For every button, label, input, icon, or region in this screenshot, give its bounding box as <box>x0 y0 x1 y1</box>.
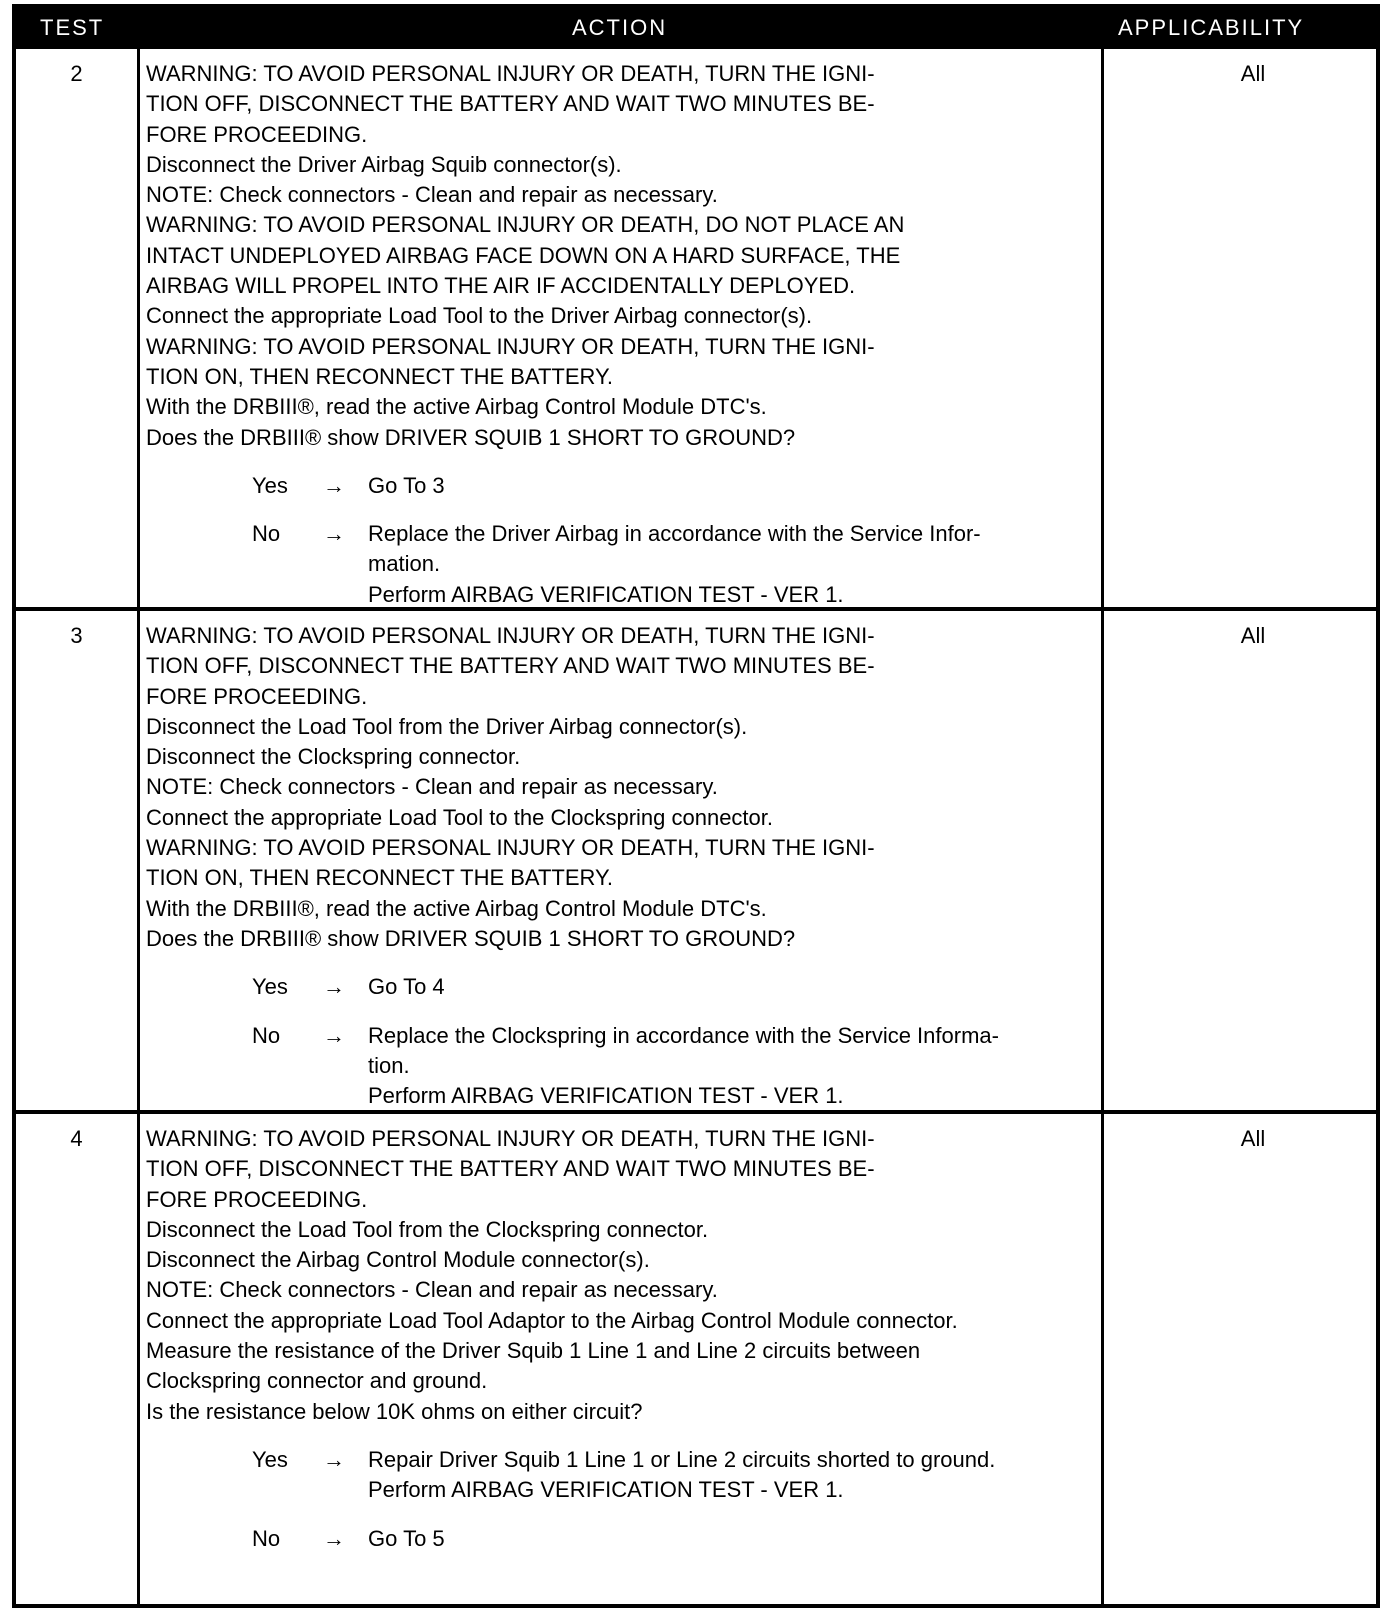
action-line: WARNING: TO AVOID PERSONAL INJURY OR DEATH, DO NOT PLACE AN <box>146 212 905 238</box>
action-line: TION ON, THEN RECONNECT THE BATTERY. <box>146 363 613 389</box>
action-text <box>146 621 1106 1111</box>
answer-result <box>368 972 1106 1002</box>
action-line: WARNING: TO AVOID PERSONAL INJURY OR DEATH, TURN THE IGNI- <box>146 1126 875 1151</box>
action-line: NOTE: Check connectors - Clean and repair as necessary. <box>146 1277 718 1303</box>
header-applicability: APPLICABILITY <box>1118 15 1305 40</box>
action-line: FORE PROCEEDING. <box>146 1186 368 1212</box>
action-line: AIRBAG WILL PROPEL INTO THE AIR IF ACCIDENTALLY DEPLOYED. <box>146 273 856 299</box>
arrow-right-icon: → <box>323 1446 345 1472</box>
action-line: Connect the appropriate Load Tool to the Clockspring connector. <box>146 804 773 830</box>
action-line: WARNING: TO AVOID PERSONAL INJURY OR DEATH, TURN THE IGNI- <box>146 623 875 648</box>
arrow-right-icon: → <box>323 1022 345 1048</box>
action-line: Disconnect the Load Tool from the Clockspring connector. <box>146 1216 709 1242</box>
answer-yes <box>146 471 1106 501</box>
action-line: WARNING: TO AVOID PERSONAL INJURY OR DEATH, TURN THE IGNI- <box>146 333 875 359</box>
action-line: TION OFF, DISCONNECT THE BATTERY AND WAIT TWO MINUTES BE- <box>146 91 875 117</box>
answer-result <box>368 471 1106 501</box>
applicability: All <box>1240 61 1266 86</box>
applicability: All <box>1240 1126 1266 1151</box>
answer-result <box>368 1524 1106 1554</box>
action-line: Is the resistance below 10K ohms on either circuit? <box>146 1398 643 1424</box>
result-line: Replace the Driver Airbag in accordance with the Service Infor- <box>368 521 981 547</box>
answer-yes <box>146 1445 1106 1506</box>
arrow-right-icon: → <box>323 974 345 1000</box>
table-header <box>16 8 1376 49</box>
result-line: Replace the Clockspring in accordance with the Service Informa- <box>368 1022 999 1048</box>
answer-no <box>146 519 1106 610</box>
action-line: With the DRBIII®, read the active Airbag Control Module DTC's. <box>146 394 767 420</box>
action-line: WARNING: TO AVOID PERSONAL INJURY OR DEATH, TURN THE IGNI- <box>146 61 875 86</box>
action-line: Connect the appropriate Load Tool to the Driver Airbag connector(s). <box>146 303 813 329</box>
action-line: Disconnect the Clockspring connector. <box>146 744 521 770</box>
action-line: Disconnect the Driver Airbag Squib connector(s). <box>146 151 622 177</box>
result-line: mation. <box>368 551 441 577</box>
result-line: Go To 4 <box>368 974 445 1000</box>
result-line: Perform AIRBAG VERIFICATION TEST - VER 1. <box>368 1083 844 1109</box>
action-line: Does the DRBIII® show DRIVER SQUIB 1 SHORT TO GROUND? <box>146 925 796 951</box>
action-line: FORE PROCEEDING. <box>146 121 368 147</box>
action-line: TION OFF, DISCONNECT THE BATTERY AND WAIT TWO MINUTES BE- <box>146 1156 875 1182</box>
answer-label: No <box>252 1525 281 1551</box>
action-line: TION OFF, DISCONNECT THE BATTERY AND WAIT TWO MINUTES BE- <box>146 653 875 679</box>
action-line: Measure the resistance of the Driver Squib 1 Line 1 and Line 2 circuits between <box>146 1338 921 1364</box>
row-separator <box>16 1110 1376 1114</box>
result-line: Repair Driver Squib 1 Line 1 or Line 2 circuits shorted to ground. <box>368 1446 996 1472</box>
answer-label: Yes <box>252 1446 288 1472</box>
answer-result <box>368 1021 1106 1112</box>
row-separator <box>16 607 1376 611</box>
action-line: NOTE: Check connectors - Clean and repair as necessary. <box>146 774 718 800</box>
answer-no <box>146 1021 1106 1112</box>
action-line: FORE PROCEEDING. <box>146 683 368 709</box>
action-line: NOTE: Check connectors - Clean and repair as necessary. <box>146 182 718 208</box>
answer-label: Yes <box>252 974 288 1000</box>
answer-result <box>368 519 1106 610</box>
arrow-right-icon: → <box>323 1525 345 1551</box>
result-line: Perform AIRBAG VERIFICATION TEST - VER 1. <box>368 581 844 607</box>
result-line: tion. <box>368 1052 410 1078</box>
answer-label: No <box>252 1022 281 1048</box>
arrow-right-icon: → <box>323 472 345 498</box>
action-line: WARNING: TO AVOID PERSONAL INJURY OR DEATH, TURN THE IGNI- <box>146 835 875 861</box>
answer-label: Yes <box>252 472 288 498</box>
action-line: TION ON, THEN RECONNECT THE BATTERY. <box>146 865 613 891</box>
result-line: Perform AIRBAG VERIFICATION TEST - VER 1. <box>368 1477 844 1503</box>
action-line: Does the DRBIII® show DRIVER SQUIB 1 SHORT TO GROUND? <box>146 424 796 450</box>
test-number: 4 <box>70 1126 83 1151</box>
answer-yes <box>146 972 1106 1002</box>
header-test: TEST <box>40 15 105 40</box>
applicability: All <box>1240 623 1266 648</box>
action-line: Clockspring connector and ground. <box>146 1368 488 1394</box>
action-line: Disconnect the Load Tool from the Driver Airbag connector(s). <box>146 713 748 739</box>
action-text <box>146 1124 1106 1554</box>
test-number: 3 <box>70 623 83 648</box>
action-line: Disconnect the Airbag Control Module connector(s). <box>146 1247 650 1273</box>
arrow-right-icon: → <box>323 521 345 547</box>
header-action: ACTION <box>572 15 668 40</box>
column-divider-left <box>137 49 140 1608</box>
answer-no <box>146 1524 1106 1554</box>
action-line: Connect the appropriate Load Tool Adaptor to the Airbag Control Module connector. <box>146 1307 958 1333</box>
test-number: 2 <box>70 61 83 86</box>
result-line: Go To 5 <box>368 1525 445 1551</box>
action-line: INTACT UNDEPLOYED AIRBAG FACE DOWN ON A HARD SURFACE, THE <box>146 242 901 268</box>
action-line: With the DRBIII®, read the active Airbag Control Module DTC's. <box>146 895 767 921</box>
answer-result <box>368 1445 1106 1506</box>
answer-label: No <box>252 521 281 547</box>
diagnostic-table <box>12 4 1380 1608</box>
result-line: Go To 3 <box>368 472 445 498</box>
action-text <box>146 59 1106 610</box>
